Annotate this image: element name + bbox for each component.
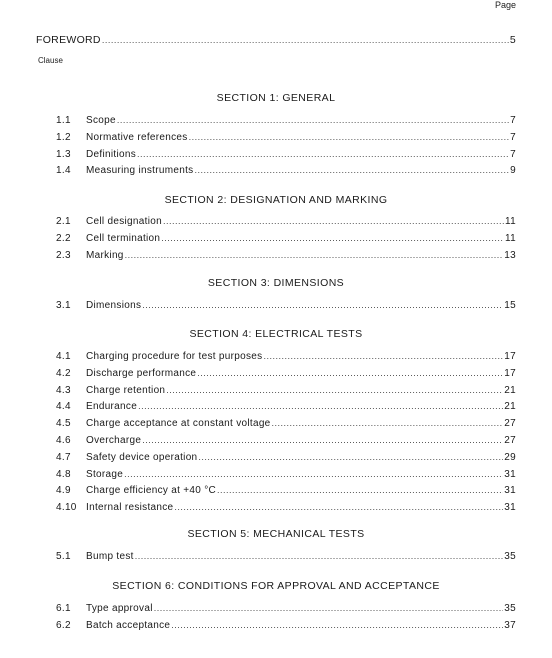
entry-number: 1.2 [56, 131, 71, 143]
dot-leader [166, 385, 503, 395]
dot-leader [263, 351, 503, 361]
section-1-entries [56, 115, 516, 182]
dot-leader [194, 165, 509, 175]
entry-page-number: 31 [504, 468, 516, 480]
entry-number: 6.2 [56, 619, 71, 631]
dot-leader [161, 233, 504, 243]
toc-entry[interactable] [56, 385, 516, 402]
entry-page-number: 21 [504, 401, 516, 413]
entry-number: 2.1 [56, 216, 71, 227]
entry-title: Definitions [86, 148, 136, 160]
entry-page-number: 35 [504, 551, 516, 562]
entry-number: 2.3 [56, 249, 71, 261]
toc-entry[interactable] [56, 149, 516, 166]
entry-title: Type approval [86, 603, 153, 614]
entry-page-number: 11 [505, 216, 516, 227]
section-3-entries [56, 300, 516, 317]
toc-entry[interactable] [56, 418, 516, 435]
dot-leader [142, 300, 503, 310]
entry-number: 4.10 [56, 502, 77, 514]
entry-title: Internal resistance [86, 502, 174, 514]
entry-title: Dimensions [86, 300, 142, 311]
entry-number: 4.2 [56, 367, 71, 379]
toc-entry[interactable] [56, 502, 516, 519]
entry-title: Bump test [86, 551, 134, 562]
entry-title: Measuring instruments [86, 165, 194, 177]
section-6-heading: SECTION 6: CONDITIONS FOR APPROVAL AND ACCEPTANCE [112, 580, 440, 592]
entry-page-number: 35 [504, 603, 516, 614]
entry-page-number: 7 [510, 148, 516, 160]
toc-entry[interactable] [56, 250, 516, 267]
entry-page-number: 7 [510, 115, 516, 126]
toc-entry[interactable] [56, 551, 516, 568]
entry-number: 5.1 [56, 551, 71, 562]
dot-leader [217, 485, 503, 495]
entry-number: 3.1 [56, 300, 71, 311]
section-2-entries [56, 216, 516, 266]
section-1-heading: SECTION 1: GENERAL [216, 92, 336, 104]
dot-leader [138, 401, 503, 411]
entry-number: 4.6 [56, 434, 71, 446]
entry-page-number: 27 [504, 434, 516, 446]
entry-title: Charging procedure for test purposes [86, 351, 263, 362]
entry-page-number: 13 [504, 249, 516, 261]
entry-title: Scope [86, 115, 116, 126]
entry-number: 4.7 [56, 451, 71, 463]
section-5-heading: SECTION 5: MECHANICAL TESTS [187, 528, 365, 540]
entry-page-number: 37 [504, 619, 516, 631]
foreword-title: FOREWORD [36, 34, 101, 46]
entry-title: Cell designation [86, 216, 162, 227]
entry-title: Charge retention [86, 384, 166, 396]
section-6-entries [56, 603, 516, 637]
entry-number: 4.3 [56, 384, 71, 396]
dot-leader [154, 603, 504, 613]
dot-leader [117, 115, 509, 125]
entry-page-number: 11 [505, 232, 516, 244]
clause-column-label: Clause [38, 56, 63, 65]
entry-number: 4.4 [56, 401, 71, 413]
dot-leader [272, 418, 504, 428]
toc-entry[interactable] [56, 216, 516, 233]
entry-title: Charge efficiency at +40 °C [86, 485, 217, 497]
toc-entry[interactable] [56, 165, 516, 182]
section-4-heading: SECTION 4: ELECTRICAL TESTS [189, 328, 363, 340]
entry-title: Storage [86, 468, 124, 480]
dot-leader [174, 502, 503, 512]
dot-leader [163, 216, 504, 226]
toc-entry[interactable] [56, 620, 516, 637]
entry-title: Marking [86, 249, 124, 261]
dot-leader [189, 132, 510, 142]
entry-number: 2.2 [56, 232, 71, 244]
toc-entry[interactable] [56, 435, 516, 452]
dot-leader [135, 551, 504, 561]
toc-entry[interactable] [56, 401, 516, 418]
entry-title: Normative references [86, 131, 188, 143]
entry-title: Discharge performance [86, 367, 197, 379]
entry-page-number: 9 [510, 165, 516, 177]
toc-entry[interactable] [56, 452, 516, 469]
dot-leader [197, 368, 503, 378]
dot-leader [124, 469, 503, 479]
toc-entry[interactable] [56, 603, 516, 620]
page-header-label: Page [494, 0, 516, 10]
toc-entry[interactable] [56, 351, 516, 368]
toc-entry[interactable] [56, 368, 516, 385]
dot-leader [142, 435, 503, 445]
foreword-page-number: 5 [509, 34, 516, 46]
toc-foreword-entry[interactable] [36, 34, 516, 46]
section-3-heading: SECTION 3: DIMENSIONS [207, 277, 345, 289]
section-5-entries [56, 551, 516, 568]
dot-leader [198, 452, 503, 462]
toc-entry[interactable] [56, 469, 516, 486]
entry-number: 1.4 [56, 165, 71, 177]
entry-number: 1.3 [56, 148, 71, 160]
entry-title: Endurance [86, 401, 138, 413]
toc-entry[interactable] [56, 233, 516, 250]
entry-page-number: 17 [504, 367, 516, 379]
entry-page-number: 31 [504, 502, 516, 514]
entry-number: 4.9 [56, 485, 71, 497]
toc-entry[interactable] [56, 132, 516, 149]
entry-page-number: 31 [504, 485, 516, 497]
toc-entry[interactable] [56, 300, 516, 317]
entry-page-number: 21 [504, 384, 516, 396]
entry-number: 4.5 [56, 418, 71, 430]
section-2-heading: SECTION 2: DESIGNATION AND MARKING [164, 194, 388, 206]
entry-number: 4.1 [56, 351, 71, 362]
dot-leader [125, 250, 504, 260]
toc-entry[interactable] [56, 485, 516, 502]
entry-title: Overcharge [86, 434, 142, 446]
entry-title: Charge acceptance at constant voltage [86, 418, 271, 430]
entry-page-number: 27 [504, 418, 516, 430]
entry-number: 6.1 [56, 603, 71, 614]
entry-title: Batch acceptance [86, 619, 171, 631]
entry-number: 1.1 [56, 115, 71, 126]
entry-page-number: 17 [504, 351, 516, 362]
dot-leader [137, 149, 509, 159]
entry-page-number: 7 [510, 131, 516, 143]
dot-leader [171, 620, 503, 630]
dot-leader [102, 35, 509, 45]
entry-page-number: 15 [504, 300, 516, 311]
entry-title: Safety device operation [86, 451, 198, 463]
section-4-entries [56, 351, 516, 519]
entry-page-number: 29 [504, 451, 516, 463]
toc-entry[interactable] [56, 115, 516, 132]
entry-title: Cell termination [86, 232, 161, 244]
entry-number: 4.8 [56, 468, 71, 480]
